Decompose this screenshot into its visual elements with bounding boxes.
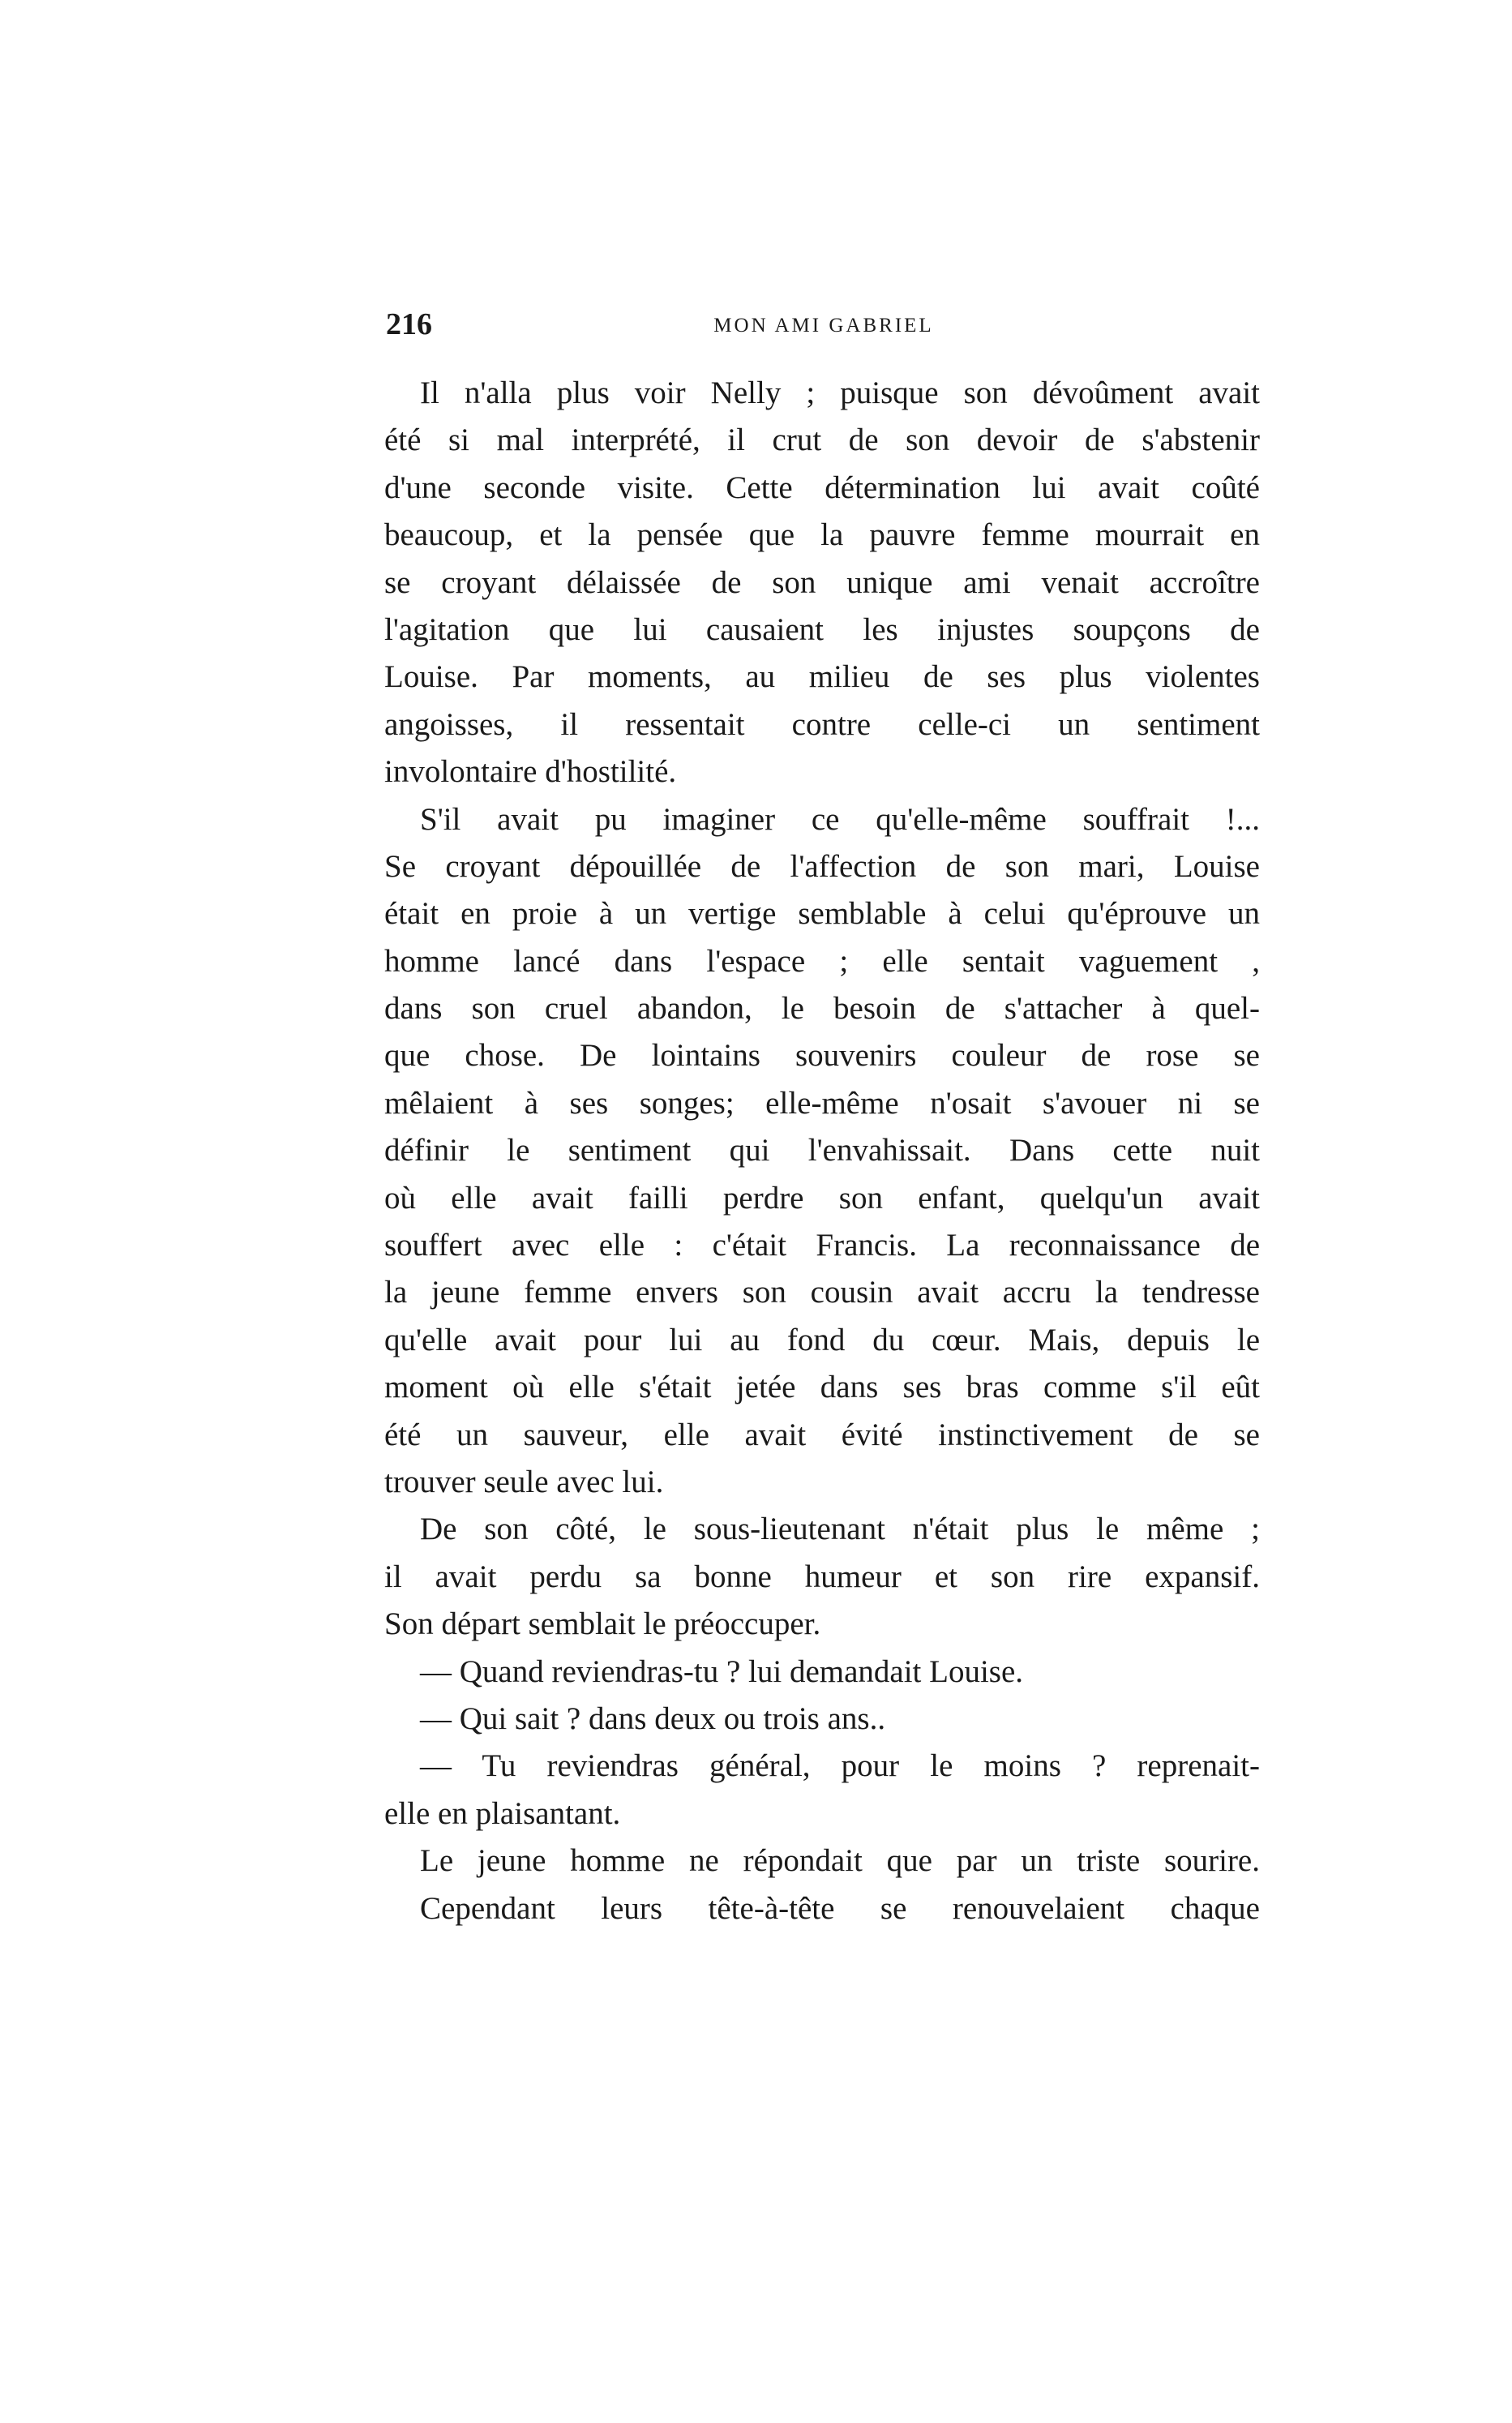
text-line: — Tu reviendras général, pour le moins ? reprenait- bbox=[420, 1748, 1260, 1784]
text-line: — Quand reviendras-tu ? lui demandait Louise. bbox=[420, 1653, 1024, 1689]
text-line: moment où elle s'était jetée dans ses bras comme s'il eût bbox=[384, 1370, 1260, 1405]
text-line: Se croyant dépouillée de l'affection de son mari, Louise bbox=[384, 848, 1260, 884]
text-line: mêlaient à ses songes; elle-même n'osait s'avouer ni se bbox=[384, 1085, 1260, 1121]
text-line: Son départ semblait le préoccuper. bbox=[384, 1606, 821, 1642]
text-line: souffert avec elle : c'était Francis. La reconnaissance de bbox=[384, 1228, 1260, 1263]
text-line: S'il avait pu imaginer ce qu'elle-même souffrait !... bbox=[420, 801, 1260, 837]
text-line: angoisses, il ressentait contre celle-ci un sentiment bbox=[384, 706, 1260, 742]
body-text bbox=[384, 370, 1260, 1932]
text-line: De son côté, le sous-lieutenant n'était plus le même ; bbox=[420, 1512, 1260, 1547]
text-line: Louise. Par moments, au milieu de ses plus violentes bbox=[384, 659, 1260, 695]
text-line: involontaire d'hostilité. bbox=[384, 754, 677, 790]
page-number: 216 bbox=[386, 307, 432, 341]
text-line: été si mal interprété, il crut de son devoir de s'abstenir bbox=[384, 422, 1260, 458]
text-line: Cependant leurs tête-à-tête se renouvelaient chaque bbox=[420, 1890, 1260, 1926]
text-line: Le jeune homme ne répondait que par un triste sourire. bbox=[420, 1843, 1260, 1879]
text-line: été un sauveur, elle avait évité instinctivement de se bbox=[384, 1417, 1260, 1452]
text-line: — Qui sait ? dans deux ou trois ans.. bbox=[420, 1700, 886, 1736]
text-line: Il n'alla plus voir Nelly ; puisque son dévoûment avait bbox=[420, 375, 1260, 410]
text-line: il avait perdu sa bonne humeur et son rire expansif. bbox=[384, 1559, 1260, 1594]
text-line: définir le sentiment qui l'envahissait. Dans cette nuit bbox=[384, 1133, 1260, 1169]
text-line: elle en plaisantant. bbox=[384, 1795, 621, 1831]
text-line: qu'elle avait pour lui au fond du cœur. Mais, depuis le bbox=[384, 1322, 1260, 1357]
text-line: d'une seconde visite. Cette détermination lui avait coûté bbox=[384, 470, 1260, 505]
text-line: trouver seule avec lui. bbox=[384, 1464, 664, 1499]
text-line: beaucoup, et la pensée que la pauvre femme mourrait en bbox=[384, 517, 1260, 553]
text-line: était en proie à un vertige semblable à celui qu'éprouve un bbox=[384, 896, 1260, 932]
running-title: MON AMI GABRIEL bbox=[713, 315, 934, 337]
text-line: où elle avait failli perdre son enfant, quelqu'un avait bbox=[384, 1180, 1260, 1216]
running-header bbox=[386, 307, 1261, 347]
text-line: se croyant délaissée de son unique ami venait accroître bbox=[384, 564, 1260, 600]
text-line: la jeune femme envers son cousin avait accru la tendresse bbox=[384, 1275, 1260, 1310]
text-line: que chose. De lointains souvenirs couleur de rose se bbox=[384, 1038, 1260, 1074]
text-line: l'agitation que lui causaient les injustes soupçons de bbox=[384, 611, 1260, 647]
text-line: dans son cruel abandon, le besoin de s'attacher à quel- bbox=[384, 991, 1260, 1027]
text-line: homme lancé dans l'espace ; elle sentait vaguement , bbox=[384, 943, 1260, 979]
